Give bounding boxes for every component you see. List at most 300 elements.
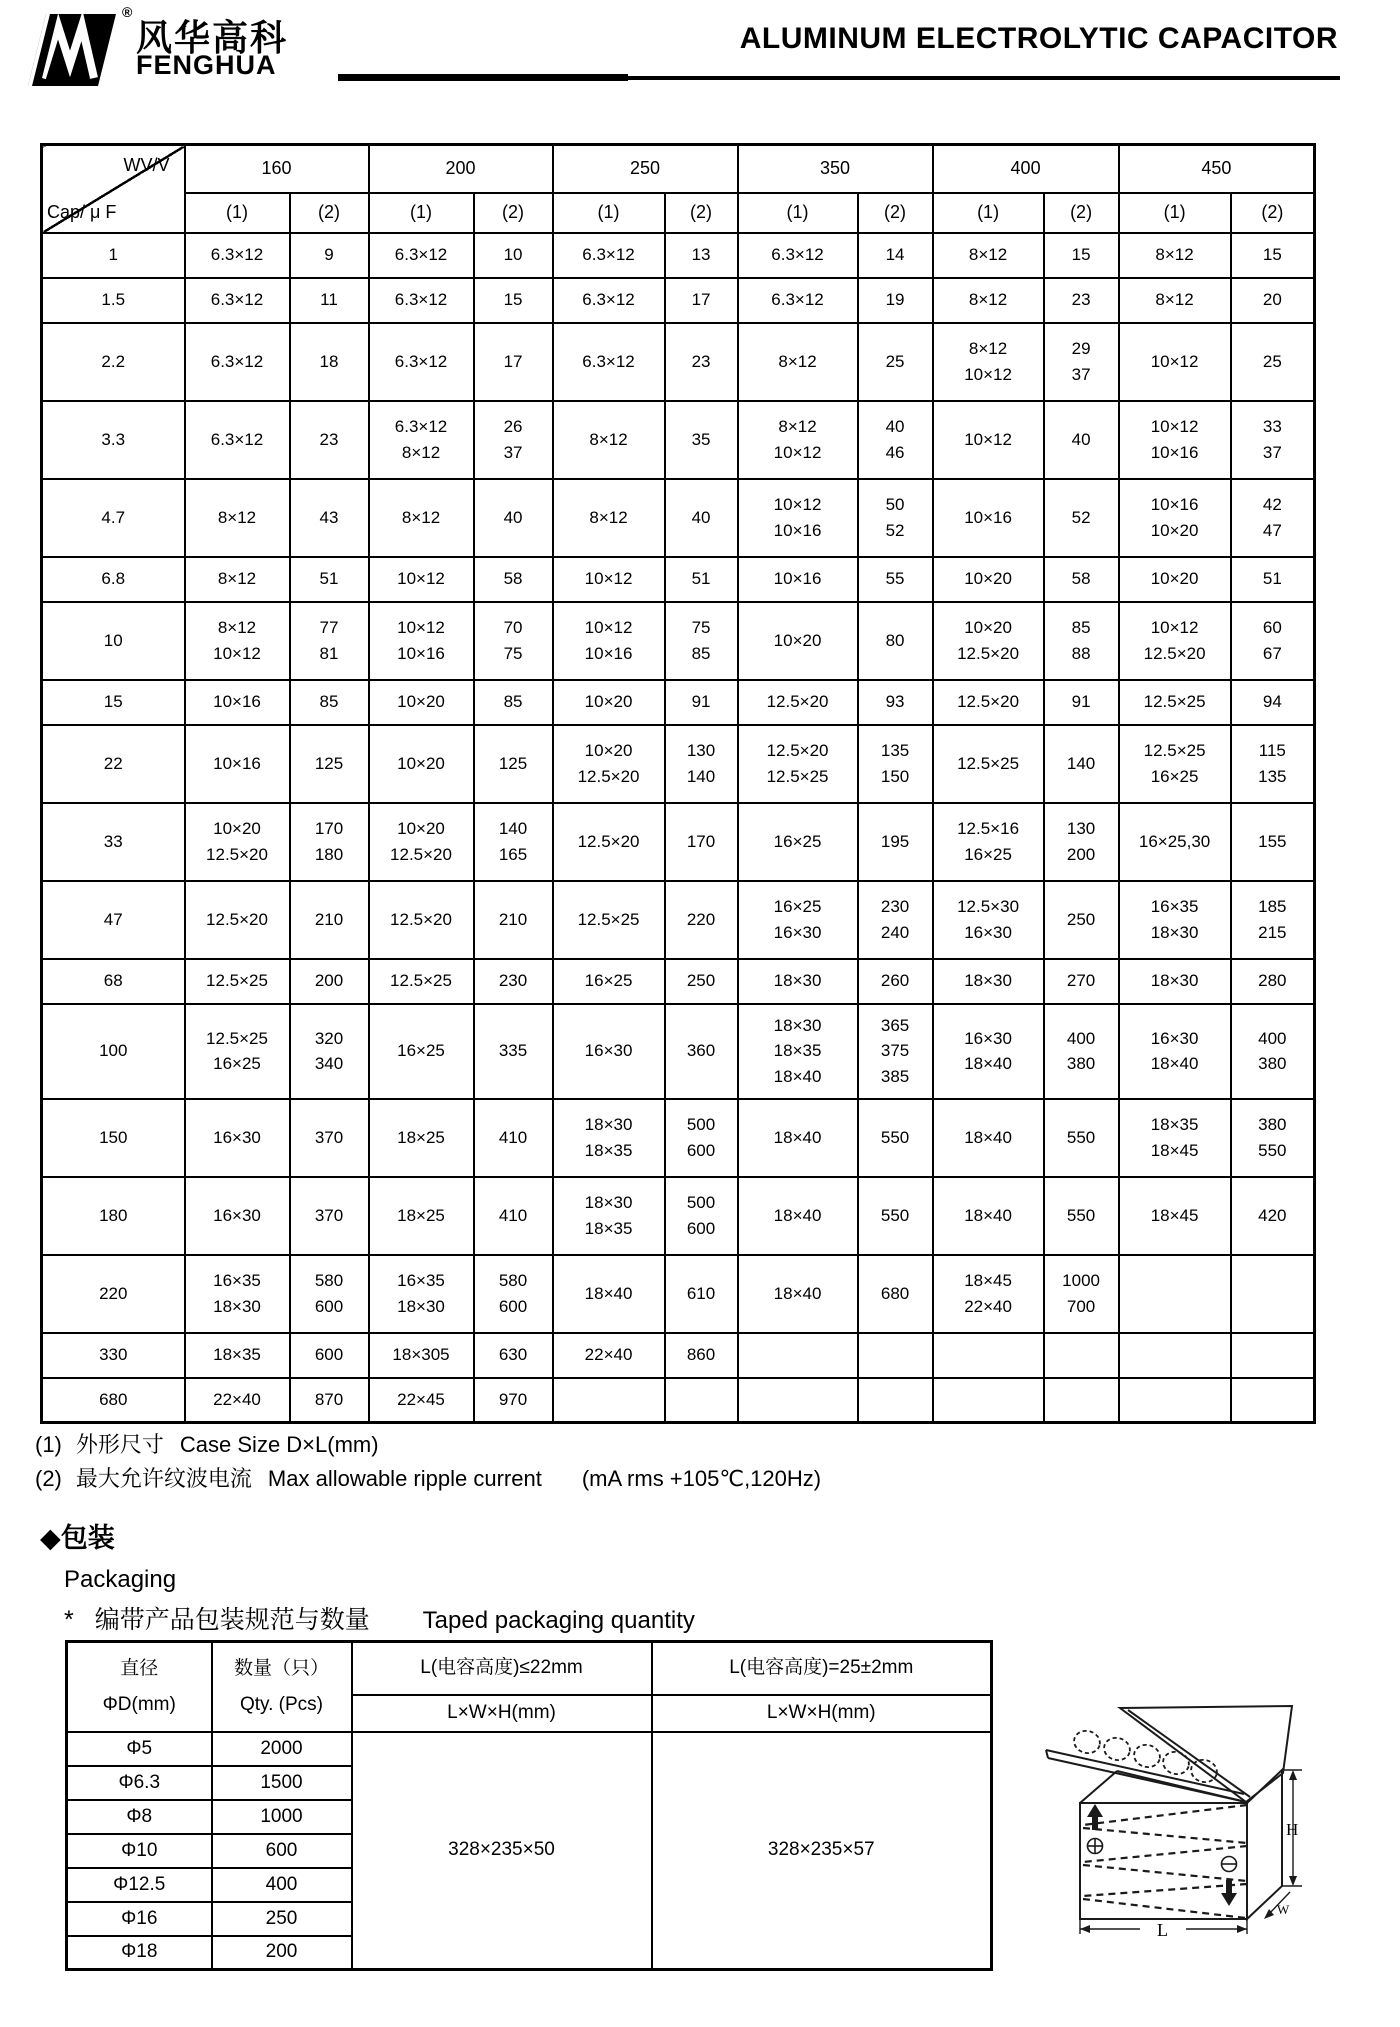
cell-line: 37 — [1071, 364, 1091, 384]
cell-line: 320 — [314, 1028, 344, 1048]
ripple-current-cell — [290, 401, 369, 479]
case-size-cell — [738, 1378, 858, 1423]
case-size-cell — [933, 680, 1044, 725]
cell-line: 85 — [691, 643, 711, 663]
case-size-cell — [1119, 959, 1231, 1004]
cell-line: 10×20 — [773, 630, 822, 650]
cell-line: 10×20 — [397, 819, 445, 838]
dimension-label-h: H — [1286, 1820, 1299, 1839]
note-english: Case Size D×L(mm) — [179, 1432, 379, 1457]
voltage-header-200: 200 — [369, 145, 553, 193]
cell-line: 6.3×12 — [394, 417, 448, 436]
case-size-cell — [933, 401, 1044, 479]
cell-line: 10×20 — [1150, 569, 1199, 589]
cell-line: 16×35 — [213, 1271, 261, 1290]
cell-line: 180 — [314, 844, 344, 864]
ripple-current-cell — [474, 1004, 553, 1099]
cell-line: 10×12 — [964, 364, 1012, 384]
case-size-cell — [1119, 1177, 1231, 1255]
ripple-current-cell — [290, 1099, 369, 1177]
cell-line: 335 — [498, 1041, 528, 1061]
case-size-cell — [933, 1177, 1044, 1255]
cell-line: 16×30 — [1150, 1028, 1199, 1048]
cell-line: 15 — [503, 290, 523, 310]
note-ripple-current — [35, 1462, 821, 1493]
cell-line: 16×30 — [964, 1028, 1012, 1048]
case-size-cell — [738, 680, 858, 725]
cell-line: 600 — [314, 1345, 344, 1365]
ripple-current-cell — [665, 233, 738, 278]
cell-line: 130 — [686, 741, 716, 760]
ripple-current-cell — [1231, 881, 1315, 959]
note-chinese: 外形尺寸 — [75, 1432, 164, 1457]
cell-line: 10×20 — [397, 692, 445, 712]
cell-line: 16×25,30 — [1138, 831, 1211, 851]
case-size-cell — [1119, 479, 1231, 557]
quantity-value: 2000 — [212, 1732, 352, 1766]
diameter-value: Φ10 — [67, 1834, 212, 1868]
ripple-current-cell — [474, 803, 553, 881]
cell-line: 580 — [314, 1271, 344, 1290]
cell-line: 6.3×12 — [210, 351, 264, 371]
cell-line: 8×12 — [217, 507, 257, 527]
cell-line: 12.5×20 — [206, 909, 268, 929]
cell-line: 340 — [314, 1054, 344, 1073]
cell-line: 17 — [503, 351, 523, 371]
ripple-current-cell — [1044, 1177, 1119, 1255]
cell-line: 6.3×12 — [210, 429, 264, 449]
cell-line: 75 — [503, 643, 523, 663]
cap-row-150 — [42, 1099, 1315, 1177]
cell-line: 12.5×30 — [957, 897, 1020, 916]
cap-value: 180 — [42, 1177, 185, 1255]
case-size-cell — [185, 1177, 290, 1255]
cell-line: 15 — [1262, 245, 1282, 265]
subtitle-chinese: 编带产品包装规范与数量 — [94, 1606, 370, 1634]
ripple-current-cell — [474, 278, 553, 323]
cell-line: 385 — [880, 1066, 910, 1086]
quantity-value: 400 — [212, 1868, 352, 1902]
ripple-current-cell — [858, 557, 933, 602]
case-size-cell — [1119, 1333, 1231, 1378]
cell-line: 85 — [319, 692, 339, 712]
cell-line: 9 — [324, 245, 334, 265]
cell-line: 8×12 — [968, 290, 1008, 310]
cell-line: 380 — [1258, 1115, 1287, 1134]
subcol-header-450-1: (1) — [1119, 193, 1231, 233]
cap-value: 6.8 — [42, 557, 185, 602]
case-size-cell — [738, 602, 858, 680]
case-size-cell — [1119, 233, 1231, 278]
cell-line: 51 — [319, 569, 339, 589]
case-size-cell — [553, 803, 665, 881]
ripple-current-cell — [474, 1177, 553, 1255]
cap-value: 100 — [42, 1004, 185, 1099]
cell-line: 10×12 — [773, 442, 822, 462]
case-size-cell — [369, 557, 474, 602]
cell-line: 47 — [1262, 520, 1282, 540]
cell-line: 6.3×12 — [210, 245, 264, 265]
case-size-cell — [185, 1004, 290, 1099]
subcol-header-200-2: (2) — [474, 193, 553, 233]
cell-line: 22×45 — [397, 1390, 445, 1409]
ripple-current-cell — [858, 680, 933, 725]
note-number: (2) — [35, 1466, 62, 1491]
ripple-current-cell — [1044, 725, 1119, 803]
case-size-cell — [933, 1378, 1044, 1423]
ripple-current-cell — [665, 1378, 738, 1423]
ripple-current-cell — [474, 959, 553, 1004]
cell-line: 860 — [686, 1345, 716, 1365]
cell-line: 125 — [498, 753, 528, 773]
ripple-current-cell — [290, 233, 369, 278]
taped-packaging-subtitle — [64, 1600, 695, 1636]
cell-line: 410 — [498, 1127, 528, 1147]
ripple-current-cell — [665, 725, 738, 803]
subcol-header-160-2: (2) — [290, 193, 369, 233]
cell-line: 8×12 — [968, 339, 1008, 358]
case-size-cell — [933, 1333, 1044, 1378]
case-size-cell — [553, 602, 665, 680]
ripple-current-cell — [1044, 1333, 1119, 1378]
ripple-current-cell — [665, 278, 738, 323]
cell-line: 8×12 — [217, 618, 257, 637]
cell-line: 240 — [880, 922, 910, 942]
cap-value: 150 — [42, 1099, 185, 1177]
case-size-cell — [369, 725, 474, 803]
ripple-current-cell — [474, 233, 553, 278]
case-size-cell — [185, 803, 290, 881]
cell-line: 23 — [691, 351, 711, 371]
ripple-current-cell — [290, 1177, 369, 1255]
cell-line: 365 — [880, 1015, 910, 1035]
cell-line: 18×35 — [773, 1041, 822, 1061]
cap-row-10 — [42, 602, 1315, 680]
case-size-cell — [1119, 881, 1231, 959]
cell-line: 16×35 — [397, 1271, 445, 1290]
cell-line: 8×12 — [401, 442, 441, 462]
cap-row-220 — [42, 1255, 1315, 1333]
case-size-cell — [369, 1099, 474, 1177]
ripple-current-cell — [665, 1004, 738, 1099]
diameter-value: Φ12.5 — [67, 1868, 212, 1902]
cap-value: 2.2 — [42, 323, 185, 401]
cell-line: 18×35 — [584, 1140, 633, 1160]
cell-line: 18×35 — [584, 1218, 633, 1238]
cell-line: 10×16 — [1150, 442, 1199, 462]
case-size-cell — [738, 323, 858, 401]
cell-line: 18×40 — [964, 1205, 1012, 1225]
cell-line: 16×25 — [213, 1054, 261, 1073]
cap-value: 1.5 — [42, 278, 185, 323]
cell-line: 18×30 — [773, 1015, 822, 1035]
ripple-current-cell — [1044, 557, 1119, 602]
cell-line: 91 — [691, 692, 711, 712]
ripple-current-cell — [1231, 1255, 1315, 1333]
ripple-current-cell — [665, 680, 738, 725]
cell-line: 500 — [686, 1193, 716, 1212]
taped-packaging-table — [65, 1640, 993, 1971]
cell-line: 25 — [885, 351, 905, 371]
note-number: (1) — [35, 1432, 62, 1457]
cell-line: 40 — [1071, 429, 1091, 449]
ripple-current-cell — [474, 1255, 553, 1333]
ripple-current-cell — [858, 602, 933, 680]
cell-line: 11 — [320, 290, 338, 310]
case-size-cell — [553, 401, 665, 479]
cell-line: 12.5×25 — [957, 753, 1020, 773]
cell-line: 10×12 — [397, 618, 445, 637]
case-size-cell — [738, 959, 858, 1004]
ripple-current-cell — [1231, 725, 1315, 803]
cell-line: 22×40 — [584, 1345, 633, 1365]
cell-line: 610 — [686, 1283, 716, 1303]
cell-line: 700 — [1066, 1296, 1096, 1316]
subcol-header-250-1: (1) — [553, 193, 665, 233]
case-size-cell — [185, 881, 290, 959]
cap-row-2.2 — [42, 323, 1315, 401]
case-size-cell — [738, 1333, 858, 1378]
ripple-current-cell — [1231, 959, 1315, 1004]
packaging-box-diagram — [980, 1698, 1400, 2027]
cell-line: 33 — [1262, 417, 1282, 436]
cell-line: 18×25 — [397, 1127, 445, 1147]
ripple-current-cell — [858, 881, 933, 959]
case-size-cell — [369, 1004, 474, 1099]
case-size-cell — [738, 1255, 858, 1333]
cap-value: 330 — [42, 1333, 185, 1378]
ripple-current-cell — [474, 1099, 553, 1177]
cell-line: 260 — [880, 971, 910, 991]
ripple-current-cell — [290, 881, 369, 959]
cell-line: 18×40 — [584, 1283, 633, 1303]
case-size-cell — [738, 881, 858, 959]
case-size-cell — [185, 323, 290, 401]
ripple-current-cell — [665, 959, 738, 1004]
ripple-current-cell — [474, 602, 553, 680]
ripple-current-cell — [290, 1333, 369, 1378]
subcol-header-400-1: (1) — [933, 193, 1044, 233]
cell-line: 18×25 — [397, 1205, 445, 1225]
cell-line: 130 — [1066, 819, 1096, 838]
cell-line: 500 — [686, 1115, 716, 1134]
case-size-cell — [369, 1177, 474, 1255]
ripple-current-cell — [665, 401, 738, 479]
cell-line: 16×35 — [1150, 897, 1199, 916]
cell-line: 37 — [503, 442, 523, 462]
cell-line: 18×30 — [773, 971, 822, 991]
ripple-current-cell — [1231, 1177, 1315, 1255]
cell-line: 600 — [686, 1140, 716, 1160]
ripple-current-cell — [474, 557, 553, 602]
cell-line: 15 — [1071, 245, 1091, 265]
cell-line: 52 — [1071, 507, 1091, 527]
cell-line: 12.5×20 — [390, 909, 452, 929]
cell-line: 18×35 — [1150, 1115, 1199, 1134]
cell-line: 10×12 — [964, 429, 1012, 449]
cell-line: 16×30 — [213, 1127, 261, 1147]
ripple-current-cell — [1231, 1378, 1315, 1423]
cap-value: 68 — [42, 959, 185, 1004]
case-size-cell — [369, 233, 474, 278]
cell-line: 230 — [498, 971, 528, 991]
cell-line: 51 — [691, 569, 711, 589]
cell-line: 10×12 — [213, 643, 261, 663]
cell-line: 18×45 — [1150, 1205, 1199, 1225]
case-size-cell — [369, 323, 474, 401]
case-size-cell — [553, 1378, 665, 1423]
cap-value: 15 — [42, 680, 185, 725]
subcol-header-350-1: (1) — [738, 193, 858, 233]
cap-row-47 — [42, 881, 1315, 959]
case-size-cell — [1119, 278, 1231, 323]
diameter-value: Φ8 — [67, 1800, 212, 1834]
cell-line: 42 — [1262, 495, 1282, 514]
diameter-value: Φ16 — [67, 1902, 212, 1936]
case-size-cell — [185, 602, 290, 680]
logo-chinese-name: 风华高科 — [136, 17, 289, 58]
ripple-current-cell — [1044, 323, 1119, 401]
cell-line: 6.3×12 — [582, 245, 635, 265]
cell-line: 550 — [1258, 1140, 1287, 1160]
cell-line: 12.5×20 — [957, 692, 1020, 712]
ripple-current-cell — [858, 1333, 933, 1378]
ripple-current-cell — [1044, 1004, 1119, 1099]
logo-english-name: FENGHUA — [136, 50, 277, 80]
cap-value: 1 — [42, 233, 185, 278]
note-case-size — [35, 1428, 379, 1459]
cell-line: 6.3×12 — [771, 290, 824, 310]
case-size-cell — [369, 278, 474, 323]
ripple-current-cell — [1044, 602, 1119, 680]
cell-line: 10×12 — [584, 569, 633, 589]
case-size-cell — [369, 881, 474, 959]
cap-value: 220 — [42, 1255, 185, 1333]
ripple-current-cell — [1231, 1333, 1315, 1378]
ripple-current-cell — [290, 323, 369, 401]
ripple-current-cell — [858, 479, 933, 557]
cell-line: 600 — [498, 1296, 528, 1316]
cell-line: 280 — [1258, 971, 1287, 991]
cell-line: ΦD(mm) — [102, 1693, 176, 1715]
registered-trademark: ® — [122, 4, 133, 20]
ripple-current-cell — [1044, 233, 1119, 278]
ripple-current-cell — [665, 602, 738, 680]
case-size-cell — [185, 959, 290, 1004]
subtitle-english: Taped packaging quantity — [422, 1607, 695, 1634]
cell-line: 140 — [686, 766, 716, 786]
cap-row-15 — [42, 680, 1315, 725]
cell-line: 16×25 — [773, 831, 822, 851]
cell-line: 135 — [1258, 766, 1287, 786]
cell-line: 10×16 — [964, 507, 1012, 527]
cell-line: 12.5×20 — [390, 844, 452, 864]
cell-line: 18×30 — [584, 1193, 633, 1212]
cell-line: 52 — [885, 520, 905, 540]
cell-line: 1000 — [1062, 1271, 1100, 1290]
ripple-current-cell — [665, 557, 738, 602]
table-corner-cell — [42, 145, 185, 233]
header-rule-thin — [560, 76, 1340, 80]
case-size-cell — [738, 278, 858, 323]
case-size-cell — [933, 1099, 1044, 1177]
cell-line: 43 — [319, 507, 339, 527]
ripple-current-cell — [474, 323, 553, 401]
case-size-cell — [185, 1333, 290, 1378]
cell-line: 18×40 — [773, 1127, 822, 1147]
cell-line: 12.5×20 — [577, 766, 640, 786]
case-size-cell — [553, 557, 665, 602]
cell-line: 19 — [885, 290, 905, 310]
cell-line: 10×12 — [584, 618, 633, 637]
case-size-cell — [185, 278, 290, 323]
case-size-cell — [185, 479, 290, 557]
case-size-cell — [185, 1099, 290, 1177]
cell-line: 185 — [1258, 897, 1287, 916]
ripple-current-cell — [290, 725, 369, 803]
ripple-current-cell — [290, 557, 369, 602]
case-size-cell — [185, 233, 290, 278]
cell-line: 380 — [1066, 1054, 1096, 1073]
cell-line: 680 — [880, 1283, 910, 1303]
ripple-current-cell — [858, 323, 933, 401]
cell-line: 12.5×25 — [206, 1028, 268, 1048]
cell-line: 170 — [686, 831, 716, 851]
diameter-value: Φ5 — [67, 1732, 212, 1766]
case-size-cell — [553, 959, 665, 1004]
cell-line: 8×12 — [968, 245, 1008, 265]
ripple-current-cell — [290, 1378, 369, 1423]
cap-row-3.3 — [42, 401, 1315, 479]
cell-line: 150 — [880, 766, 910, 786]
ripple-current-cell — [1044, 479, 1119, 557]
ripple-current-cell — [858, 401, 933, 479]
ripple-current-cell — [1044, 278, 1119, 323]
note-english: Max allowable ripple current — [267, 1466, 542, 1491]
ripple-current-cell — [858, 959, 933, 1004]
cell-line: 165 — [498, 844, 528, 864]
ripple-current-cell — [858, 803, 933, 881]
case-size-cell — [369, 479, 474, 557]
cell-line: 400 — [1258, 1028, 1287, 1048]
ripple-current-cell — [1044, 803, 1119, 881]
cell-line: 18×30 — [1150, 971, 1199, 991]
voltage-header-250: 250 — [553, 145, 738, 193]
cell-line: 22×40 — [964, 1296, 1012, 1316]
case-size-cell — [553, 1099, 665, 1177]
case-size-cell — [933, 323, 1044, 401]
cell-line: 10 — [503, 245, 523, 265]
cell-line: 8×12 — [1155, 245, 1194, 265]
cell-line: 155 — [1258, 831, 1287, 851]
cell-line: 10×12 — [1150, 417, 1199, 436]
case-size-cell — [933, 1004, 1044, 1099]
cell-line: 16×30 — [584, 1041, 633, 1061]
case-size-cell — [553, 479, 665, 557]
packaging-section-title-cn: ◆包装 — [40, 1523, 115, 1553]
case-size-cell — [369, 803, 474, 881]
case-size-cell — [1119, 557, 1231, 602]
ripple-current-cell — [474, 479, 553, 557]
cell-line: 23 — [319, 429, 339, 449]
case-size-cell — [369, 401, 474, 479]
cap-row-4.7 — [42, 479, 1315, 557]
case-size-cell — [185, 401, 290, 479]
cell-line: 6.3×12 — [210, 290, 264, 310]
cell-line: 400 — [1066, 1028, 1096, 1048]
cell-line: 16×30 — [213, 1205, 261, 1225]
voltage-header-350: 350 — [738, 145, 933, 193]
